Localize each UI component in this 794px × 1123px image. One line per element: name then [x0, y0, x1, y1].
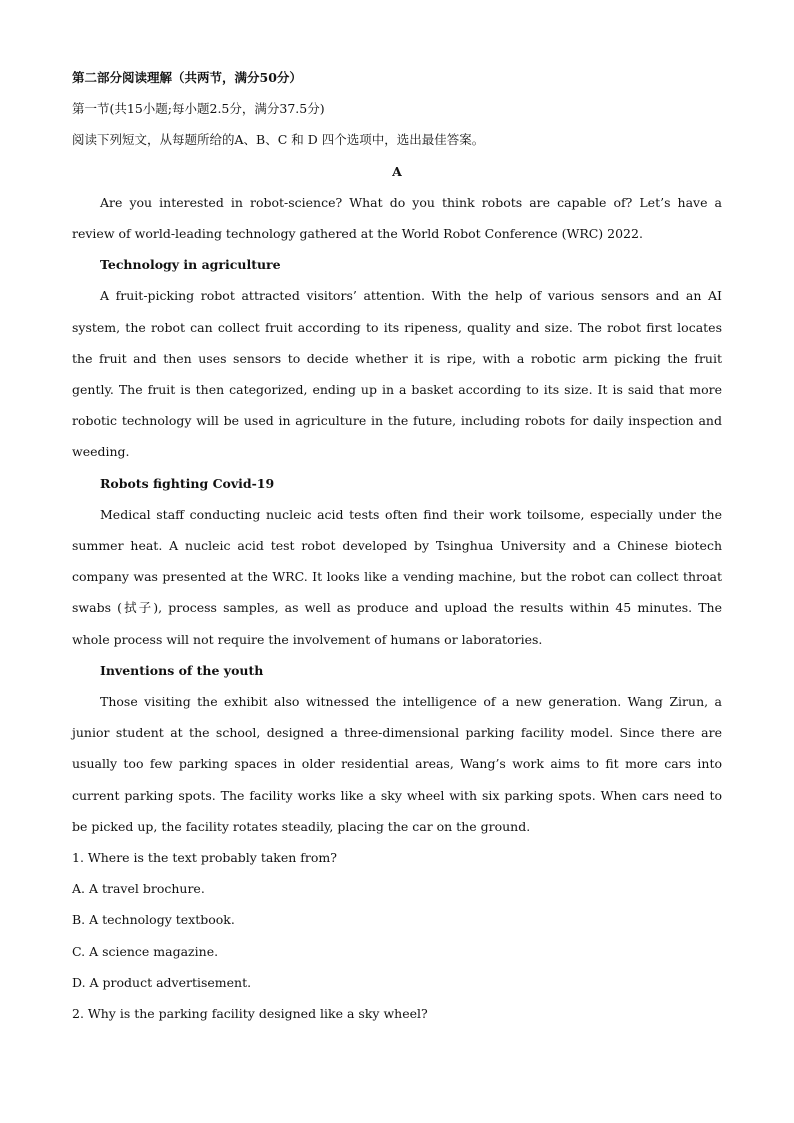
section-heading-agriculture: Technology in agriculture	[100, 257, 281, 273]
section-heading-youth: Inventions of the youth	[100, 662, 264, 678]
section-body-agriculture: A fruit-picking robot attracted visitors’ attention. With the help of various sensors and an AI system, the robot can collect fruit according to its ripeness, quality and size. The robot first locates the fruit and then uses sensors to decide whether it is ripe, with a robotic arm picking the fruit gently. The fruit is then categorized, ending up in a basket according to its size. It is said that more robotic technology will be used in agriculture in the future, including robots for daily inspection and weeding.	[72, 288, 722, 460]
question-option: B. A technology textbook.	[72, 912, 235, 928]
question-option: A. A travel brochure.	[72, 881, 205, 897]
instructions: 阅读下列短文，从每题所给的A、B、C 和 D 四个选项中，选出最佳答案。	[72, 132, 485, 148]
question-option: D. A product advertisement.	[72, 974, 252, 990]
section-heading-covid: Robots fighting Covid-19	[100, 475, 275, 491]
section-body-youth: Those visiting the exhibit also witnessed the intelligence of a new generation. Wang Zirun, a junior student at the school, designed a three-dimensional parking facility model. Since there are usually too few parking spaces in older residential areas, Wang’s work aims to fit more cars into current parking spots. The facility works like a sky wheel with six parking spots. When cars need to be picked up, the facility rotates steadily, placing the car on the ground.	[72, 694, 722, 834]
section-body-covid: Medical staff conducting nucleic acid tests often find their work toilsome, especially under the summer heat. A nucleic acid test robot developed by Tsinghua University and a Chinese biotech company was presented at the WRC. It looks like a vending machine, but the robot can collect throat swabs (拭子), process samples, as well as produce and upload the results within 45 minutes. The whole process will not require the involvement of humans or laboratories.	[72, 506, 722, 647]
question-stem: 1. Where is the text probably taken from?	[72, 850, 337, 866]
question-option: C. A science magazine.	[72, 943, 219, 959]
part-title: 第二部分阅读理解（共两节，满分50分）	[72, 70, 302, 85]
section-title: 第一节(共15小题;每小题2.5分，满分37.5分)	[72, 101, 325, 117]
exam-page	[72, 62, 722, 1029]
question-stem: 2. Why is the parking facility designed like a sky wheel?	[72, 1006, 428, 1022]
passage-letter: A	[392, 163, 402, 179]
passage-intro: Are you interested in robot-science? What do you think robots are capable of? Let’s have a review of world-leading technology gathered at the World Robot Conference (WRC) 2022.	[72, 194, 722, 242]
